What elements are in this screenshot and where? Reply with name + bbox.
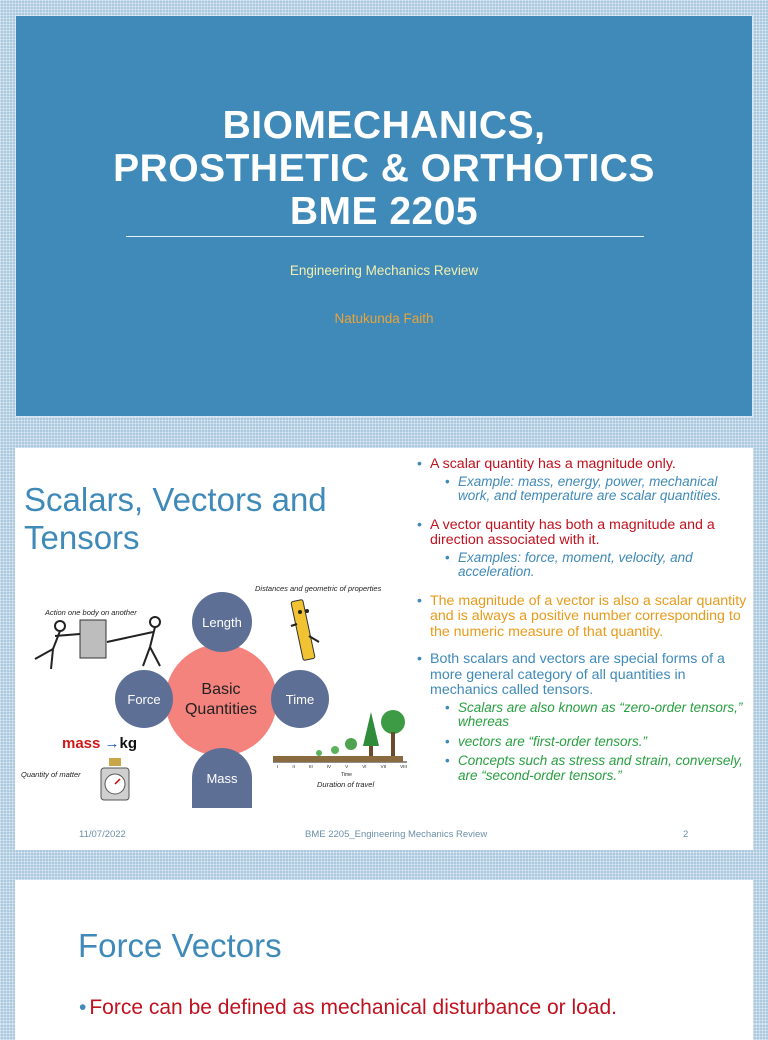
scale-icon xyxy=(97,756,133,802)
bullet-force xyxy=(79,996,617,1020)
tick: VIII xyxy=(400,764,407,769)
mass-to-kg xyxy=(62,735,137,752)
tick: V xyxy=(345,764,349,769)
tick: IV xyxy=(326,764,332,769)
sub-bullet: • Example: mass, energy, power, mechanical work, and temperature are scalar quantities. xyxy=(430,475,747,504)
title-line-3: BME 2205 xyxy=(289,190,479,233)
bullet-list xyxy=(417,457,747,792)
basic-quantities-diagram xyxy=(15,578,410,808)
center-line-2: Quantities xyxy=(184,701,258,718)
duration-caption: Duration of travel xyxy=(317,780,375,789)
slide-heading: Force Vectors xyxy=(78,927,282,964)
timeline-ticks xyxy=(277,764,407,769)
sub-bullet: • vectors are “first-order tensors.” xyxy=(430,735,747,750)
distances-caption: Distances and geometric of properties xyxy=(255,584,382,593)
matter-caption: Quantity of matter xyxy=(21,770,81,779)
sub-bullet: • Concepts such as stress and strain, conversely, are “second-order tensors.” xyxy=(430,754,747,783)
basic-quantities-circle xyxy=(165,644,277,756)
kg-label: kg xyxy=(119,735,138,752)
force-node: Force xyxy=(115,670,173,728)
bullet-text: • The magnitude of a vector is also a scalar quantity and is always a positive number corresponding to the numeric measure of that quantity. xyxy=(430,592,747,640)
content-slide-scalars xyxy=(15,448,753,850)
pushing-figures-illustration xyxy=(25,614,170,676)
tick: II xyxy=(292,764,295,769)
time-axis-label: Time xyxy=(341,772,352,778)
page-number: 2 xyxy=(683,829,689,840)
bullet-magnitude xyxy=(417,594,747,641)
arrow-icon: → xyxy=(104,735,120,752)
footer-title: BME 2205_Engineering Mechanics Review xyxy=(305,829,488,840)
bullet-dot: • xyxy=(79,996,87,1019)
center-line-1: Basic xyxy=(201,681,241,698)
title-divider xyxy=(126,236,644,237)
bullet-text: • A scalar quantity has a magnitude only. xyxy=(430,456,676,472)
bullet-text: Force can be defined as mechanical disturbance or load. xyxy=(89,996,618,1019)
tick: VI xyxy=(362,764,367,769)
heading-line-2: Tensors xyxy=(24,519,140,556)
mass-node: Mass xyxy=(192,748,252,808)
bullet-text: • Both scalars and vectors are special forms of a more general category of all quantities in mechanics called tensors. xyxy=(430,651,725,698)
action-caption: Action one body on another xyxy=(45,608,137,617)
title-slide xyxy=(15,15,753,417)
author: Natukunda Faith xyxy=(334,311,434,326)
bullet-scalar xyxy=(417,457,747,504)
presentation-title xyxy=(16,104,752,233)
mass-label: mass xyxy=(62,735,101,752)
bullet-vector xyxy=(417,518,747,580)
title-line-2: PROSTHETIC & ORTHOTICS xyxy=(113,147,655,190)
tick: I xyxy=(277,764,279,769)
title-line-1: BIOMECHANICS, xyxy=(222,104,546,147)
content-slide-force-vectors xyxy=(15,880,753,1040)
subtitle: Engineering Mechanics Review xyxy=(289,263,479,278)
tick: III xyxy=(308,764,313,769)
time-node: Time xyxy=(271,670,329,728)
footer-date: 11/07/2022 xyxy=(79,829,126,840)
ruler-illustration xyxy=(287,596,327,664)
tick: VII xyxy=(380,764,387,769)
bullet-tensors xyxy=(417,652,747,783)
sub-bullet: • Scalars are also known as “zero-order tensors,” whereas xyxy=(430,701,747,730)
length-node: Length xyxy=(192,592,252,652)
slide-heading xyxy=(24,481,327,557)
sub-bullet: • Examples: force, moment, velocity, and acceleration. xyxy=(430,551,747,580)
heading-line-1: Scalars, Vectors and xyxy=(24,481,327,518)
bullet-text: • A vector quantity has both a magnitude and a direction associated with it. xyxy=(430,516,715,548)
